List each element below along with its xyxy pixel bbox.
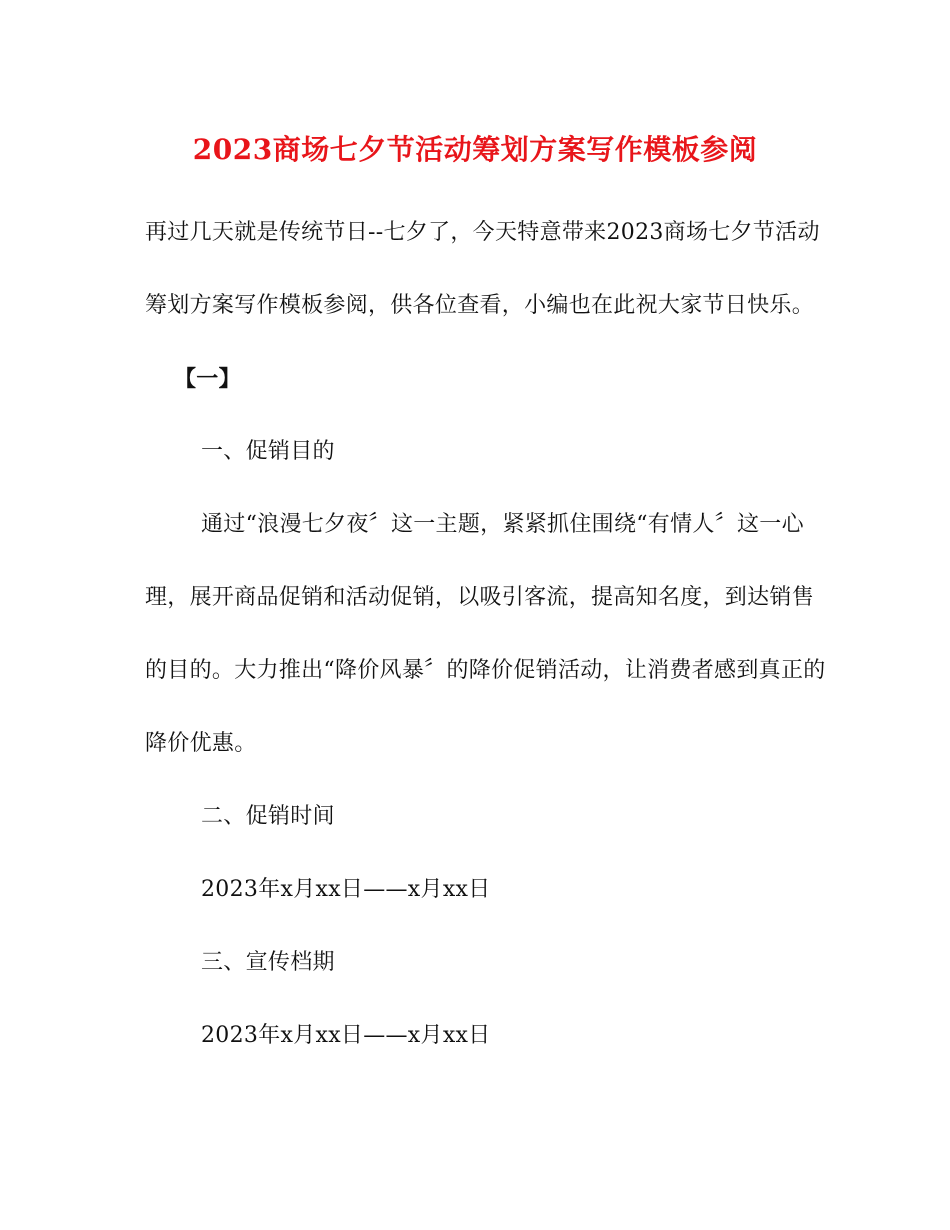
section-heading-3: 三、宣传档期	[201, 950, 335, 975]
intro-line-1: 再过几天就是传统节日--七夕了，今天特意带来2023商场七夕节活动	[145, 220, 820, 245]
section-2-date-range: 2023年x月xx日——x月xx日	[201, 877, 491, 902]
section-1-paragraph-line-2: 理，展开商品促销和活动促销，以吸引客流，提高知名度，到达销售	[145, 585, 815, 610]
section-1-paragraph-line-4: 降价优惠。	[145, 731, 257, 756]
section-heading-1: 一、促销目的	[201, 439, 335, 464]
section-heading-2: 二、促销时间	[201, 804, 335, 829]
page-title: 2023商场七夕节活动筹划方案写作模板参阅	[192, 133, 758, 166]
intro-line-2: 筹划方案写作模板参阅，供各位查看，小编也在此祝大家节日快乐。	[145, 293, 815, 318]
section-1-paragraph-line-3: 的目的。大力推出“降价风暴〞的降价促销活动，让消费者感到真正的	[145, 658, 826, 683]
section-marker: 【一】	[174, 366, 241, 392]
section-3-date-range: 2023年x月xx日——x月xx日	[201, 1023, 491, 1048]
section-1-paragraph-line-1: 通过“浪漫七夕夜〞这一主题，紧紧抓住围绕“有情人〞这一心	[201, 512, 804, 537]
